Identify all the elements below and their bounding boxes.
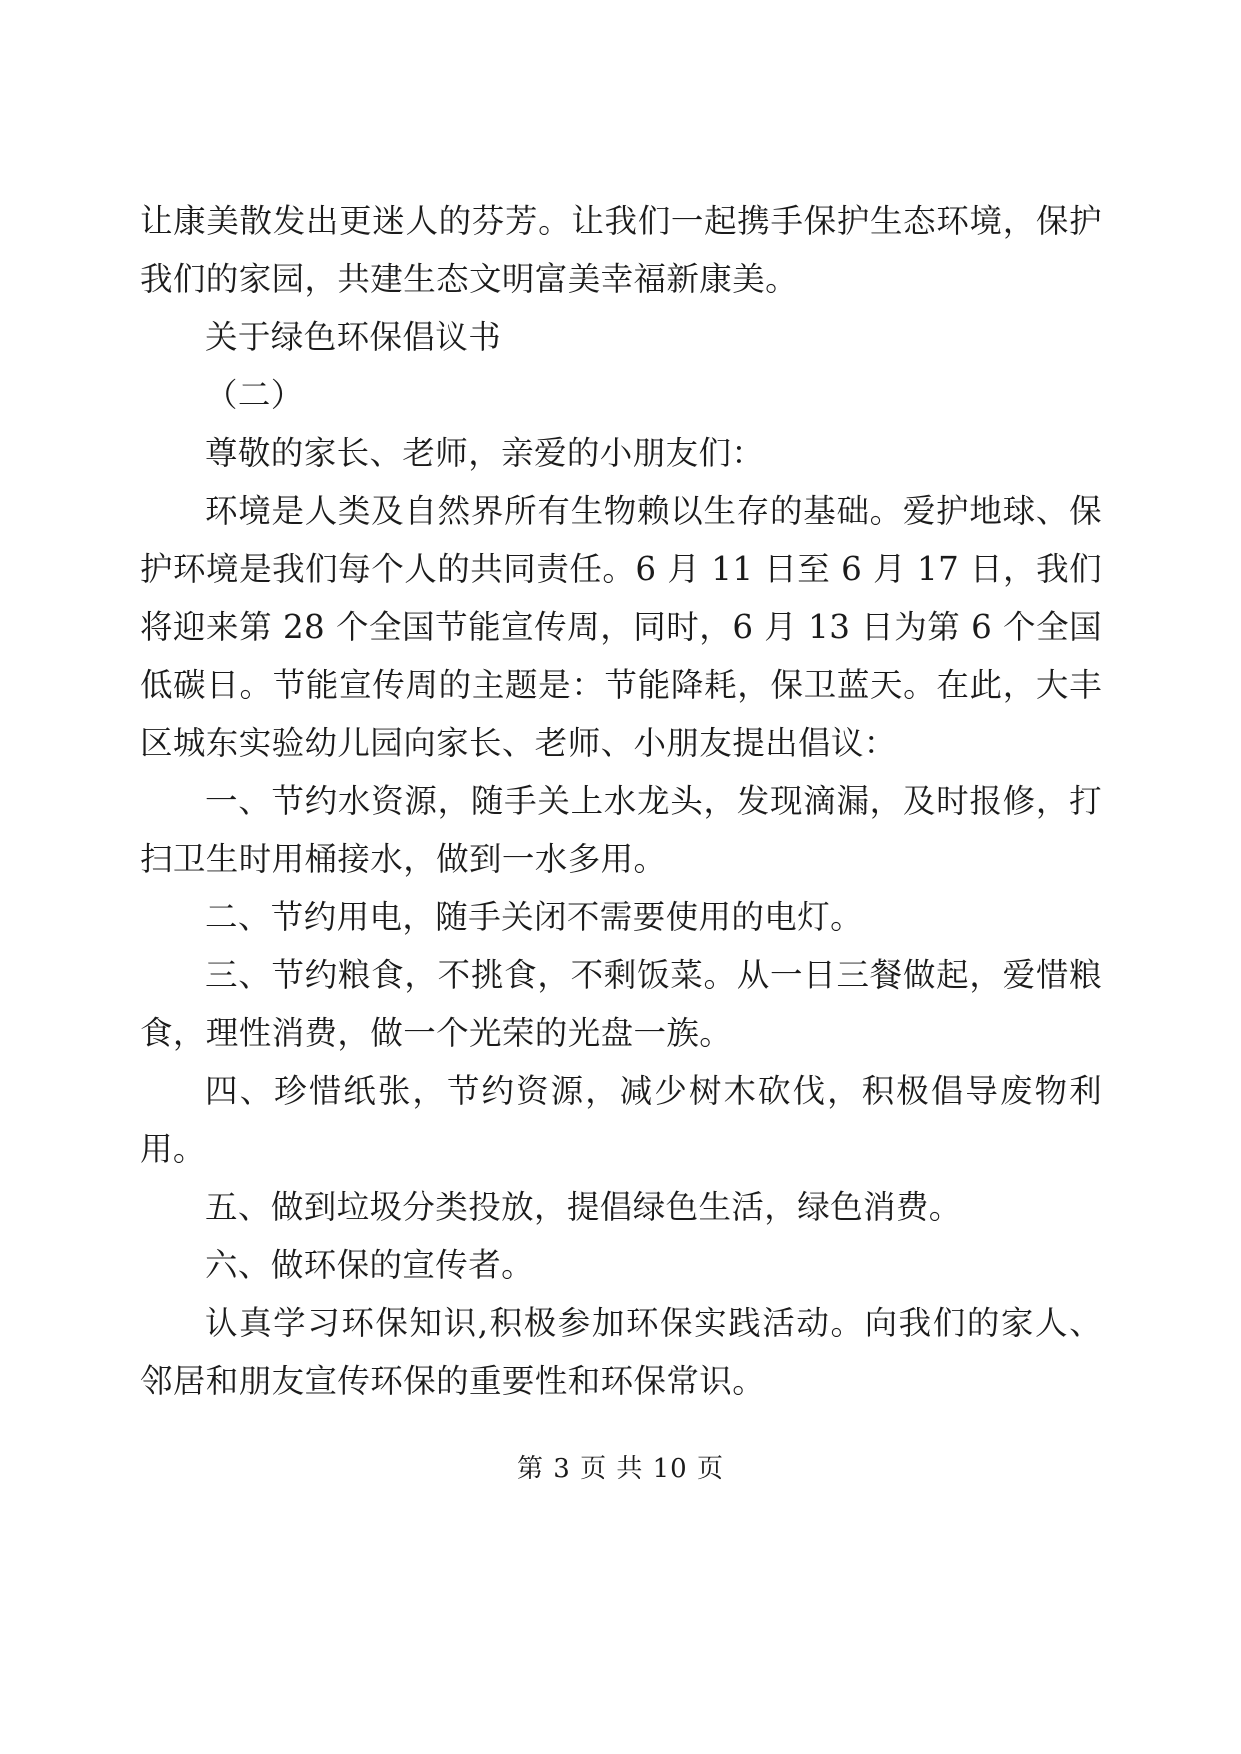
paragraph-item-1: 一、节约水资源，随手关上水龙头，发现滴漏，及时报修，打扫卫生时用桶接水，做到一水多用。 xyxy=(140,782,1102,878)
paragraph-salutation: 尊敬的家长、老师，亲爱的小朋友们： xyxy=(205,434,765,472)
paragraph-item-6: 六、做环保的宣传者。 xyxy=(205,1246,535,1284)
paragraph: 认真学习环保知识,积极参加环保实践活动。向我们的家人、邻居和朋友宣传环保的重要性和环保常识。 xyxy=(140,1304,1102,1400)
paragraph: 让康美散发出更迷人的芬芳。让我们一起携手保护生态环境，保护我们的家园，共建生态文明富美幸福新康美。 xyxy=(140,202,1102,298)
paragraph-item-5: 五、做到垃圾分类投放，提倡绿色生活，绿色消费。 xyxy=(205,1188,962,1226)
paragraph-item-2: 二、节约用电，随手关闭不需要使用的电灯。 xyxy=(205,898,864,936)
document-body xyxy=(140,192,1102,1410)
paragraph-heading: 关于绿色环保倡议书 xyxy=(205,318,502,356)
paragraph-item-4: 四、珍惜纸张，节约资源，减少树木砍伐，积极倡导废物利用。 xyxy=(140,1072,1102,1168)
paragraph-item-3: 三、节约粮食，不挑食，不剩饭菜。从一日三餐做起，爱惜粮食，理性消费，做一个光荣的光盘一族。 xyxy=(140,956,1102,1052)
paragraph: 环境是人类及自然界所有生物赖以生存的基础。爱护地球、保护环境是我们每个人的共同责任。6 月 11 日至 6 月 17 日，我们将迎来第 28 个全国节能宣传周，同时，6 月 13 日为第 6 个全国低碳日。节能宣传周的主题是：节能降耗，保卫蓝天。在此，大丰区城东实验幼儿园向家长、老师、小朋友提出倡议： xyxy=(140,492,1102,762)
page-footer: 第 3 页 共 10 页 xyxy=(517,1454,724,1484)
paragraph-section-number: （二） xyxy=(205,376,304,414)
